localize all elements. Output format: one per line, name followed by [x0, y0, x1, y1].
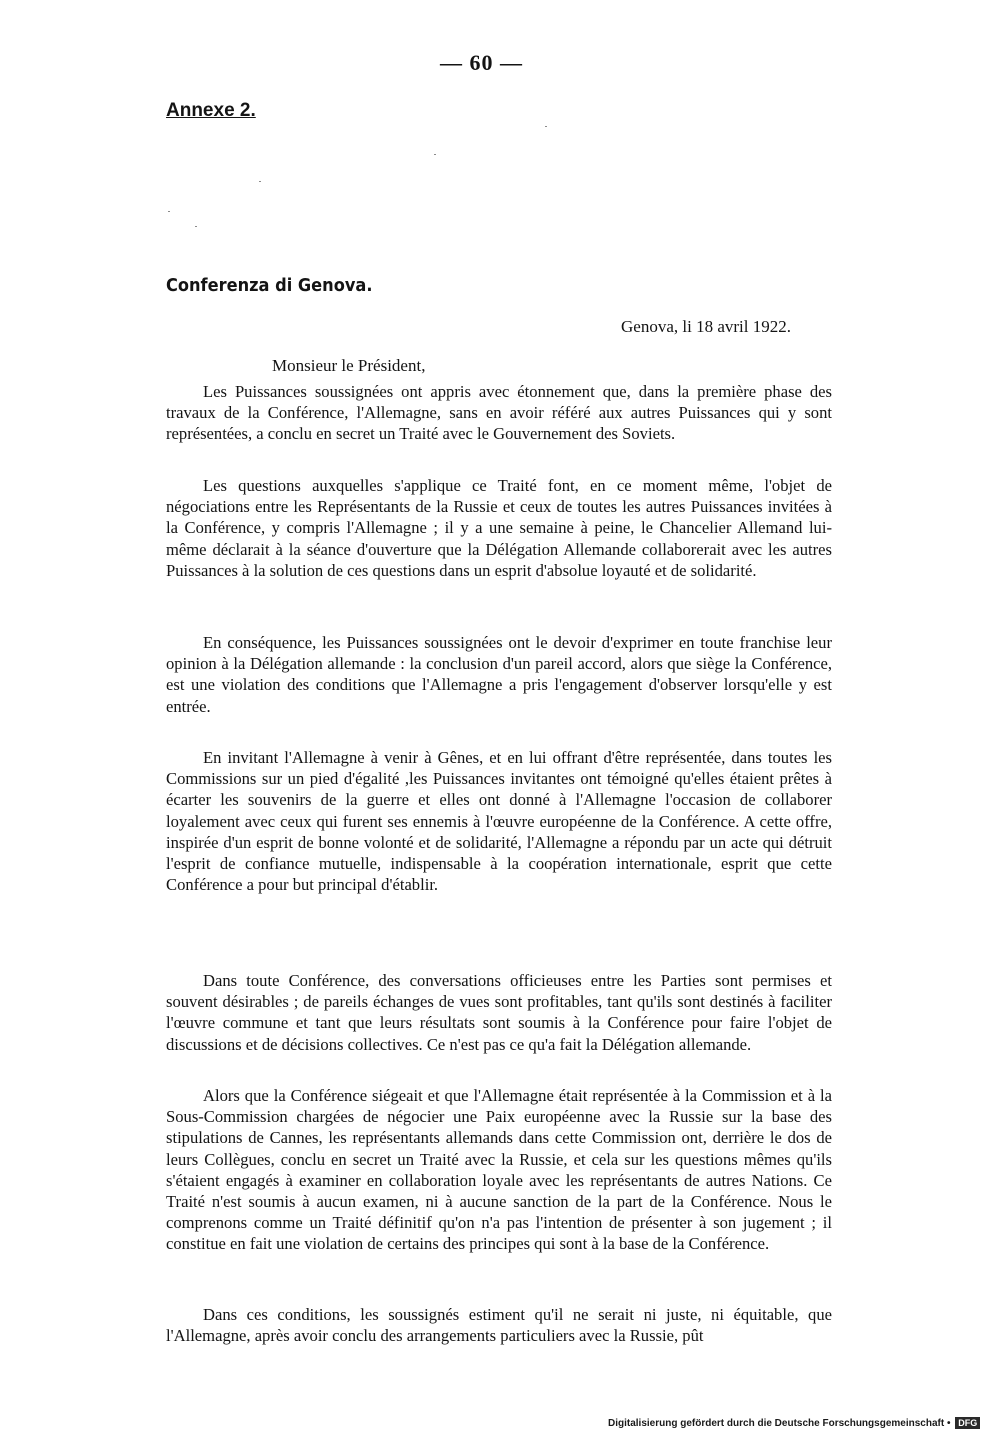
dfg-logo: DFG: [955, 1417, 980, 1429]
paragraph: Alors que la Conférence siégeait et que l'Allemagne était représentée à la Commission et à la Sous-Commission chargées de négocier une Paix européenne avec la Russie sur la base des stipulations de Cannes, les représentants allemands dans cette Commission ont, derrière le dos de leurs Collègues, conclu en secret un Traité avec la Russie, et cela sur les questions mêmes qu'ils s'étaient engagés à examiner en collaboration loyale avec les représentants de autres Nations. Ce Traité n'est soumis à aucun examen, ni à aucune sanction de la part de la Conférence. Nous le comprenons comme un Traité définitif qu'on n'a pas l'intention de présenter à son jugement ; il constitue en fait une violation de certains des principes qui sont à la base de la Conférence.: [166, 1086, 832, 1254]
paragraph: Les Puissances soussignées ont appris avec étonnement que, dans la première phase des travaux de la Conférence, l'Allemagne, sans en avoir référé aux autres Puissances qui y sont représentées, a conclu en secret un Traité avec le Gouvernement des Soviets.: [166, 382, 832, 444]
dateline: Genova, li 18 avril 1922.: [621, 317, 791, 336]
paragraph: Dans toute Conférence, des conversations officieuses entre les Parties sont permises et souvent désirables ; de pareils échanges de vues sont profitables, tant qu'ils sont destinés à faciliter l'œuvre commune et tant que leurs résultats sont soumis à la Conférence pour faire l'objet de discussions et de décisions collectives. Ce n'est pas ce qu'a fait la Délégation allemande.: [166, 971, 832, 1054]
paragraph: En conséquence, les Puissances soussignées ont le devoir d'exprimer en toute franchise leur opinion à la Délégation allemande : la conclusion d'un pareil accord, alors que siège la Conférence, est une violation des conditions que l'Allemagne a pris l'engagement d'observer lorsqu'elle y est entrée.: [166, 633, 832, 716]
digitization-credit: [608, 1417, 980, 1429]
salutation: Monsieur le Président,: [272, 356, 426, 375]
paragraph: Les questions auxquelles s'applique ce Traité font, en ce moment même, l'objet de négociations entre les Représentants de la Russie et ceux de toutes les autres Puissances invitées à la Conférence, y compris l'Allemagne ; il y a une semaine à peine, le Chancelier Allemand lui-même déclarait à la séance d'ouverture que la Délégation Allemande collaborerait avec les autres Puissances à la solution de ces questions dans un esprit d'absolue loyauté et de solidarité.: [166, 476, 832, 580]
paragraph: Dans ces conditions, les soussignés estiment qu'il ne serait ni juste, ni équitable, que l'Allemagne, après avoir conclu des arrangements particuliers avec la Russie, pût: [166, 1305, 832, 1346]
credit-text: Digitalisierung gefördert durch die Deutsche Forschungsgemeinschaft •: [608, 1418, 951, 1429]
page-number: — 60 —: [440, 50, 523, 75]
scan-speck: [168, 211, 170, 212]
scan-speck: [195, 226, 197, 227]
document-heading: Conferenza di Genova.: [166, 275, 373, 296]
paragraph: En invitant l'Allemagne à venir à Gênes, et en lui offrant d'être représentée, dans toutes les Commissions sur un pied d'égalité ,les Puissances invitantes ont témoigné qu'elles étaient prêtes à écarter les souvenirs de la guerre et elles ont donné à l'Allemagne l'occasion de collaborer loyalement avec ceux qui furent ses ennemis à l'œuvre européenne de la Conférence. A cette offre, inspirée d'un esprit de bonne volonté et de solidarité, l'Allemagne a répondu par un acte qui détruit l'esprit de confiance mutuelle, indispensable à la coopération internationale, esprit que cette Conférence a pour but principal d'établir.: [166, 748, 832, 895]
scan-speck: [259, 181, 261, 182]
scan-speck: [434, 154, 436, 155]
scan-speck: [545, 126, 547, 127]
annex-title: Annexe 2.: [166, 100, 256, 121]
